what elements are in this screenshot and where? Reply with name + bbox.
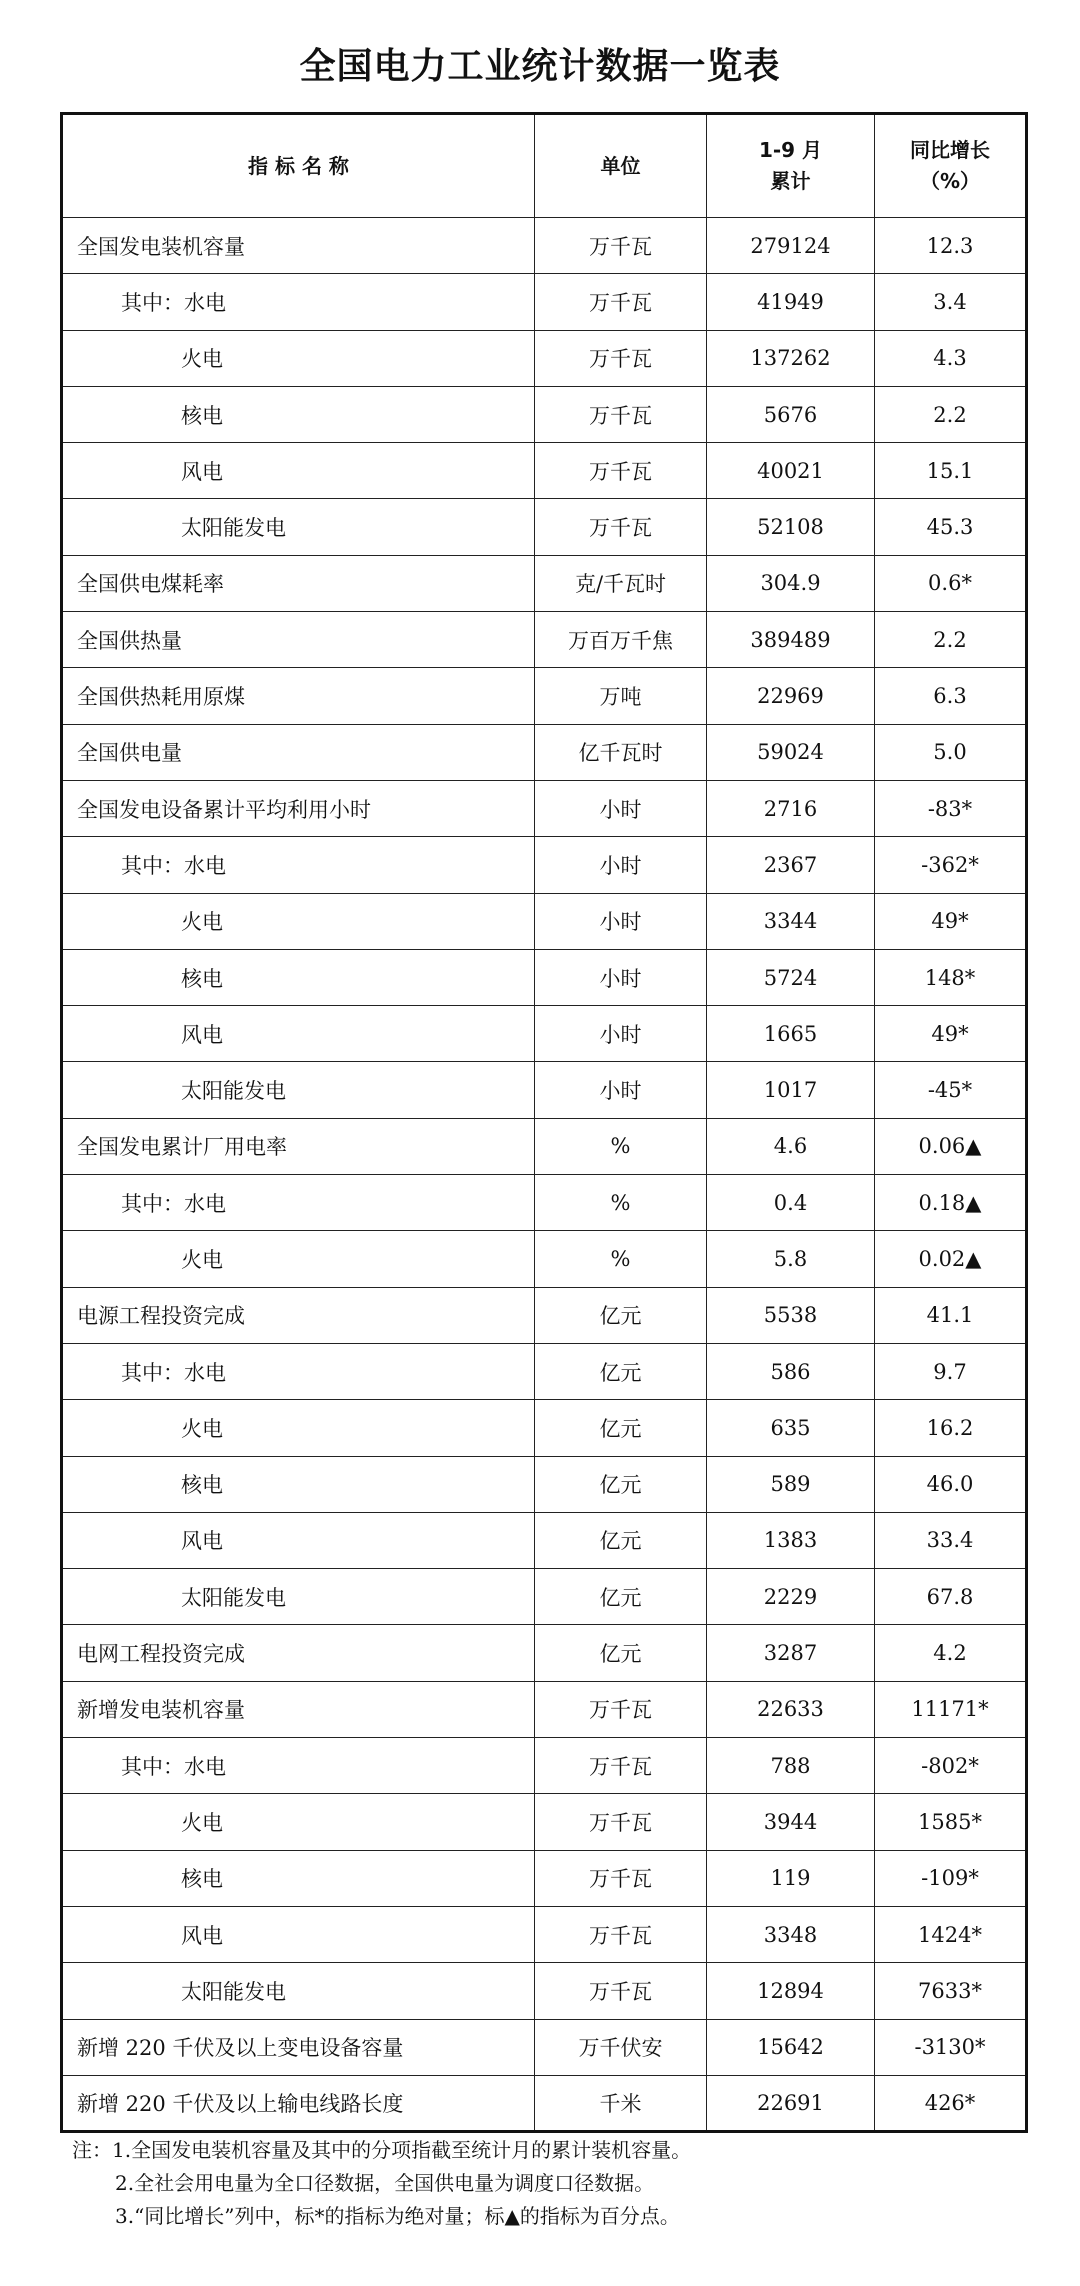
cumulative-value-cell: 137262 [707, 330, 875, 386]
indicator-name: 新增 220 千伏及以上变电设备容量 [77, 2036, 404, 2061]
footnote-3: 3.“同比增长”列中，标*的指标为绝对量；标▲的指标为百分点。 [115, 2204, 680, 2228]
yoy-growth-cell: 11171* [875, 1681, 1027, 1737]
yoy-growth-cell: -802* [875, 1738, 1027, 1794]
cumulative-value-cell: 1383 [707, 1512, 875, 1568]
unit-cell: 万千瓦 [535, 274, 707, 330]
cumulative-value-cell: 59024 [707, 724, 875, 780]
table-row [62, 1512, 1027, 1568]
cumulative-value-cell: 1017 [707, 1062, 875, 1118]
unit-cell: 万千瓦 [535, 1963, 707, 2019]
cumulative-value-cell: 41949 [707, 274, 875, 330]
yoy-growth-cell: 46.0 [875, 1456, 1027, 1512]
indicator-name-cell [62, 1231, 535, 1287]
indicator-name-cell [62, 1006, 535, 1062]
cumulative-value-cell: 3944 [707, 1794, 875, 1850]
yoy-growth-cell: 49* [875, 893, 1027, 949]
unit-cell: 万千瓦 [535, 1738, 707, 1794]
yoy-growth-cell: 6.3 [875, 668, 1027, 724]
yoy-growth-cell: 33.4 [875, 1512, 1027, 1568]
table-header-row [62, 114, 1027, 218]
unit-cell: 万百万千焦 [535, 612, 707, 668]
unit-cell: 万千瓦 [535, 330, 707, 386]
indicator-name: 火电 [181, 1416, 223, 1441]
indicator-name-cell [62, 780, 535, 836]
table-row [62, 893, 1027, 949]
indicator-name: 其中：水电 [121, 1754, 226, 1779]
indicator-name-cell [62, 893, 535, 949]
table-row [62, 330, 1027, 386]
cumulative-value-cell: 3344 [707, 893, 875, 949]
indicator-name: 电网工程投资完成 [77, 1642, 245, 1667]
cumulative-value-cell: 2716 [707, 780, 875, 836]
indicator-name-cell [62, 1963, 535, 2019]
unit-cell: % [535, 1118, 707, 1174]
unit-cell: 小时 [535, 949, 707, 1005]
table-row [62, 724, 1027, 780]
indicator-name-cell [62, 949, 535, 1005]
table-row [62, 1681, 1027, 1737]
indicator-name-cell [62, 330, 535, 386]
unit-cell: 万千瓦 [535, 499, 707, 555]
header-indicator-name: 指 标 名 称 [62, 114, 535, 218]
indicator-name: 全国发电设备累计平均利用小时 [77, 797, 371, 822]
indicator-name: 新增 220 千伏及以上输电线路长度 [77, 2091, 404, 2116]
indicator-name: 全国发电累计厂用电率 [77, 1135, 287, 1160]
yoy-growth-cell: 148* [875, 949, 1027, 1005]
indicator-name-cell [62, 1062, 535, 1118]
table-row [62, 555, 1027, 611]
indicator-name-cell [62, 1625, 535, 1681]
table-body [62, 218, 1027, 2132]
indicator-name-cell [62, 218, 535, 274]
table-row [62, 1625, 1027, 1681]
unit-cell: 亿元 [535, 1456, 707, 1512]
unit-cell: % [535, 1231, 707, 1287]
unit-cell: 亿元 [535, 1343, 707, 1399]
unit-cell: 亿元 [535, 1569, 707, 1625]
yoy-growth-cell: 2.2 [875, 386, 1027, 442]
unit-cell: 万千瓦 [535, 1850, 707, 1906]
indicator-name-cell [62, 1738, 535, 1794]
footnote-1: 注：1.全国发电装机容量及其中的分项指截至统计月的累计装机容量。 [72, 2138, 692, 2162]
cumulative-value-cell: 3287 [707, 1625, 875, 1681]
indicator-name: 全国供热量 [77, 628, 182, 653]
table-row [62, 780, 1027, 836]
cumulative-value-cell: 22969 [707, 668, 875, 724]
yoy-growth-cell: 16.2 [875, 1400, 1027, 1456]
yoy-growth-cell: 1424* [875, 1906, 1027, 1962]
cumulative-value-cell: 788 [707, 1738, 875, 1794]
cumulative-value-cell: 12894 [707, 1963, 875, 2019]
yoy-growth-cell: 12.3 [875, 218, 1027, 274]
table-row [62, 2019, 1027, 2075]
unit-cell: 万千伏安 [535, 2019, 707, 2075]
indicator-name-cell [62, 1681, 535, 1737]
unit-cell: 万千瓦 [535, 1906, 707, 1962]
yoy-growth-cell: 2.2 [875, 612, 1027, 668]
indicator-name: 全国供热耗用原煤 [77, 685, 245, 710]
unit-cell: % [535, 1175, 707, 1231]
table-row [62, 386, 1027, 442]
yoy-growth-cell: 4.2 [875, 1625, 1027, 1681]
table-row [62, 1906, 1027, 1962]
cumulative-value-cell: 52108 [707, 499, 875, 555]
indicator-name-cell [62, 1400, 535, 1456]
indicator-name-cell [62, 274, 535, 330]
unit-cell: 万千瓦 [535, 1794, 707, 1850]
yoy-growth-cell: 0.06▲ [875, 1118, 1027, 1174]
table-row [62, 2075, 1027, 2131]
indicator-name: 风电 [181, 1923, 223, 1948]
header-cumulative-value [707, 114, 875, 218]
table-row [62, 1738, 1027, 1794]
table-row [62, 1062, 1027, 1118]
indicator-name: 太阳能发电 [181, 516, 286, 541]
header-value-line2: 累计 [770, 169, 811, 193]
indicator-name-cell [62, 1343, 535, 1399]
table-row [62, 274, 1027, 330]
cumulative-value-cell: 304.9 [707, 555, 875, 611]
indicator-name: 其中：水电 [121, 853, 226, 878]
header-unit: 单位 [535, 114, 707, 218]
cumulative-value-cell: 1665 [707, 1006, 875, 1062]
header-value-line1: 1-9 月 [758, 138, 823, 162]
cumulative-value-cell: 389489 [707, 612, 875, 668]
cumulative-value-cell: 0.4 [707, 1175, 875, 1231]
indicator-name: 火电 [181, 1810, 223, 1835]
table-row [62, 1569, 1027, 1625]
yoy-growth-cell: -109* [875, 1850, 1027, 1906]
cumulative-value-cell: 5538 [707, 1287, 875, 1343]
cumulative-value-cell: 586 [707, 1343, 875, 1399]
indicator-name-cell [62, 1118, 535, 1174]
indicator-name-cell [62, 1794, 535, 1850]
unit-cell: 小时 [535, 1006, 707, 1062]
table-row [62, 1175, 1027, 1231]
indicator-name-cell [62, 2075, 535, 2131]
yoy-growth-cell: 1585* [875, 1794, 1027, 1850]
page-title: 全国电力工业统计数据一览表 [299, 46, 781, 87]
yoy-growth-cell: -45* [875, 1062, 1027, 1118]
table-row [62, 1006, 1027, 1062]
indicator-name: 太阳能发电 [181, 1979, 286, 2004]
unit-cell: 克/千瓦时 [535, 555, 707, 611]
table-row [62, 1456, 1027, 1512]
yoy-growth-cell: 0.02▲ [875, 1231, 1027, 1287]
indicator-name-cell [62, 443, 535, 499]
indicator-name-cell [62, 1906, 535, 1962]
yoy-growth-cell: 426* [875, 2075, 1027, 2131]
unit-cell: 亿元 [535, 1512, 707, 1568]
yoy-growth-cell: 0.6* [875, 555, 1027, 611]
footnote-2: 2.全社会用电量为全口径数据，全国供电量为调度口径数据。 [115, 2171, 655, 2195]
table-row [62, 1850, 1027, 1906]
indicator-name-cell [62, 386, 535, 442]
indicator-name: 火电 [181, 1247, 223, 1272]
table-row [62, 1794, 1027, 1850]
cumulative-value-cell: 5.8 [707, 1231, 875, 1287]
cumulative-value-cell: 119 [707, 1850, 875, 1906]
indicator-name: 全国供电煤耗率 [77, 572, 224, 597]
indicator-name-cell [62, 1456, 535, 1512]
yoy-growth-cell: 9.7 [875, 1343, 1027, 1399]
cumulative-value-cell: 2229 [707, 1569, 875, 1625]
table-row [62, 218, 1027, 274]
indicator-name-cell [62, 1175, 535, 1231]
yoy-growth-cell: 4.3 [875, 330, 1027, 386]
indicator-name-cell [62, 1287, 535, 1343]
yoy-growth-cell: -83* [875, 780, 1027, 836]
indicator-name: 新增发电装机容量 [77, 1698, 245, 1723]
indicator-name-cell [62, 1512, 535, 1568]
unit-cell: 亿千瓦时 [535, 724, 707, 780]
indicator-name: 其中：水电 [121, 1360, 226, 1385]
indicator-name: 核电 [181, 1867, 223, 1892]
indicator-name: 全国供电量 [77, 741, 182, 766]
unit-cell: 亿元 [535, 1625, 707, 1681]
indicator-name: 其中：水电 [121, 1191, 226, 1216]
yoy-growth-cell: 0.18▲ [875, 1175, 1027, 1231]
indicator-name-cell [62, 724, 535, 780]
yoy-growth-cell: 67.8 [875, 1569, 1027, 1625]
yoy-growth-cell: 49* [875, 1006, 1027, 1062]
yoy-growth-cell: 3.4 [875, 274, 1027, 330]
header-yoy-line2: （%） [919, 169, 981, 193]
indicator-name-cell [62, 837, 535, 893]
cumulative-value-cell: 2367 [707, 837, 875, 893]
unit-cell: 小时 [535, 780, 707, 836]
table-row [62, 837, 1027, 893]
yoy-growth-cell: 5.0 [875, 724, 1027, 780]
yoy-growth-cell: 15.1 [875, 443, 1027, 499]
table-row [62, 443, 1027, 499]
indicator-name: 其中：水电 [121, 290, 226, 315]
yoy-growth-cell: -362* [875, 837, 1027, 893]
header-yoy-growth [875, 114, 1027, 218]
indicator-name-cell [62, 612, 535, 668]
cumulative-value-cell: 15642 [707, 2019, 875, 2075]
indicator-name-cell [62, 555, 535, 611]
indicator-name: 电源工程投资完成 [77, 1304, 245, 1329]
table-row [62, 1400, 1027, 1456]
table-row [62, 1963, 1027, 2019]
yoy-growth-cell: 45.3 [875, 499, 1027, 555]
unit-cell: 万吨 [535, 668, 707, 724]
header-yoy-line1: 同比增长 [910, 138, 990, 162]
indicator-name-cell [62, 499, 535, 555]
unit-cell: 万千瓦 [535, 386, 707, 442]
statistics-table [60, 112, 1028, 2133]
table-row [62, 499, 1027, 555]
unit-cell: 小时 [535, 893, 707, 949]
indicator-name: 火电 [181, 910, 223, 935]
unit-cell: 小时 [535, 837, 707, 893]
table-row [62, 1118, 1027, 1174]
cumulative-value-cell: 4.6 [707, 1118, 875, 1174]
indicator-name: 风电 [181, 1022, 223, 1047]
indicator-name-cell [62, 668, 535, 724]
table-row [62, 668, 1027, 724]
indicator-name: 全国发电装机容量 [77, 234, 245, 259]
cumulative-value-cell: 40021 [707, 443, 875, 499]
cumulative-value-cell: 635 [707, 1400, 875, 1456]
table-row [62, 612, 1027, 668]
table-row [62, 1287, 1027, 1343]
indicator-name-cell [62, 1569, 535, 1625]
cumulative-value-cell: 3348 [707, 1906, 875, 1962]
indicator-name: 风电 [181, 459, 223, 484]
unit-cell: 小时 [535, 1062, 707, 1118]
yoy-growth-cell: 7633* [875, 1963, 1027, 2019]
footnotes [72, 2134, 1032, 2233]
cumulative-value-cell: 22691 [707, 2075, 875, 2131]
unit-cell: 万千瓦 [535, 218, 707, 274]
unit-cell: 亿元 [535, 1400, 707, 1456]
yoy-growth-cell: -3130* [875, 2019, 1027, 2075]
indicator-name: 太阳能发电 [181, 1079, 286, 1104]
cumulative-value-cell: 279124 [707, 218, 875, 274]
table-row [62, 1343, 1027, 1399]
cumulative-value-cell: 5724 [707, 949, 875, 1005]
table-row [62, 949, 1027, 1005]
indicator-name-cell [62, 2019, 535, 2075]
indicator-name: 太阳能发电 [181, 1585, 286, 1610]
table-row [62, 1231, 1027, 1287]
indicator-name: 核电 [181, 1473, 223, 1498]
indicator-name: 核电 [181, 403, 223, 428]
indicator-name: 火电 [181, 347, 223, 372]
yoy-growth-cell: 41.1 [875, 1287, 1027, 1343]
unit-cell: 万千瓦 [535, 1681, 707, 1737]
unit-cell: 亿元 [535, 1287, 707, 1343]
indicator-name-cell [62, 1850, 535, 1906]
cumulative-value-cell: 22633 [707, 1681, 875, 1737]
indicator-name: 风电 [181, 1529, 223, 1554]
unit-cell: 千米 [535, 2075, 707, 2131]
cumulative-value-cell: 5676 [707, 386, 875, 442]
indicator-name: 核电 [181, 966, 223, 991]
cumulative-value-cell: 589 [707, 1456, 875, 1512]
unit-cell: 万千瓦 [535, 443, 707, 499]
